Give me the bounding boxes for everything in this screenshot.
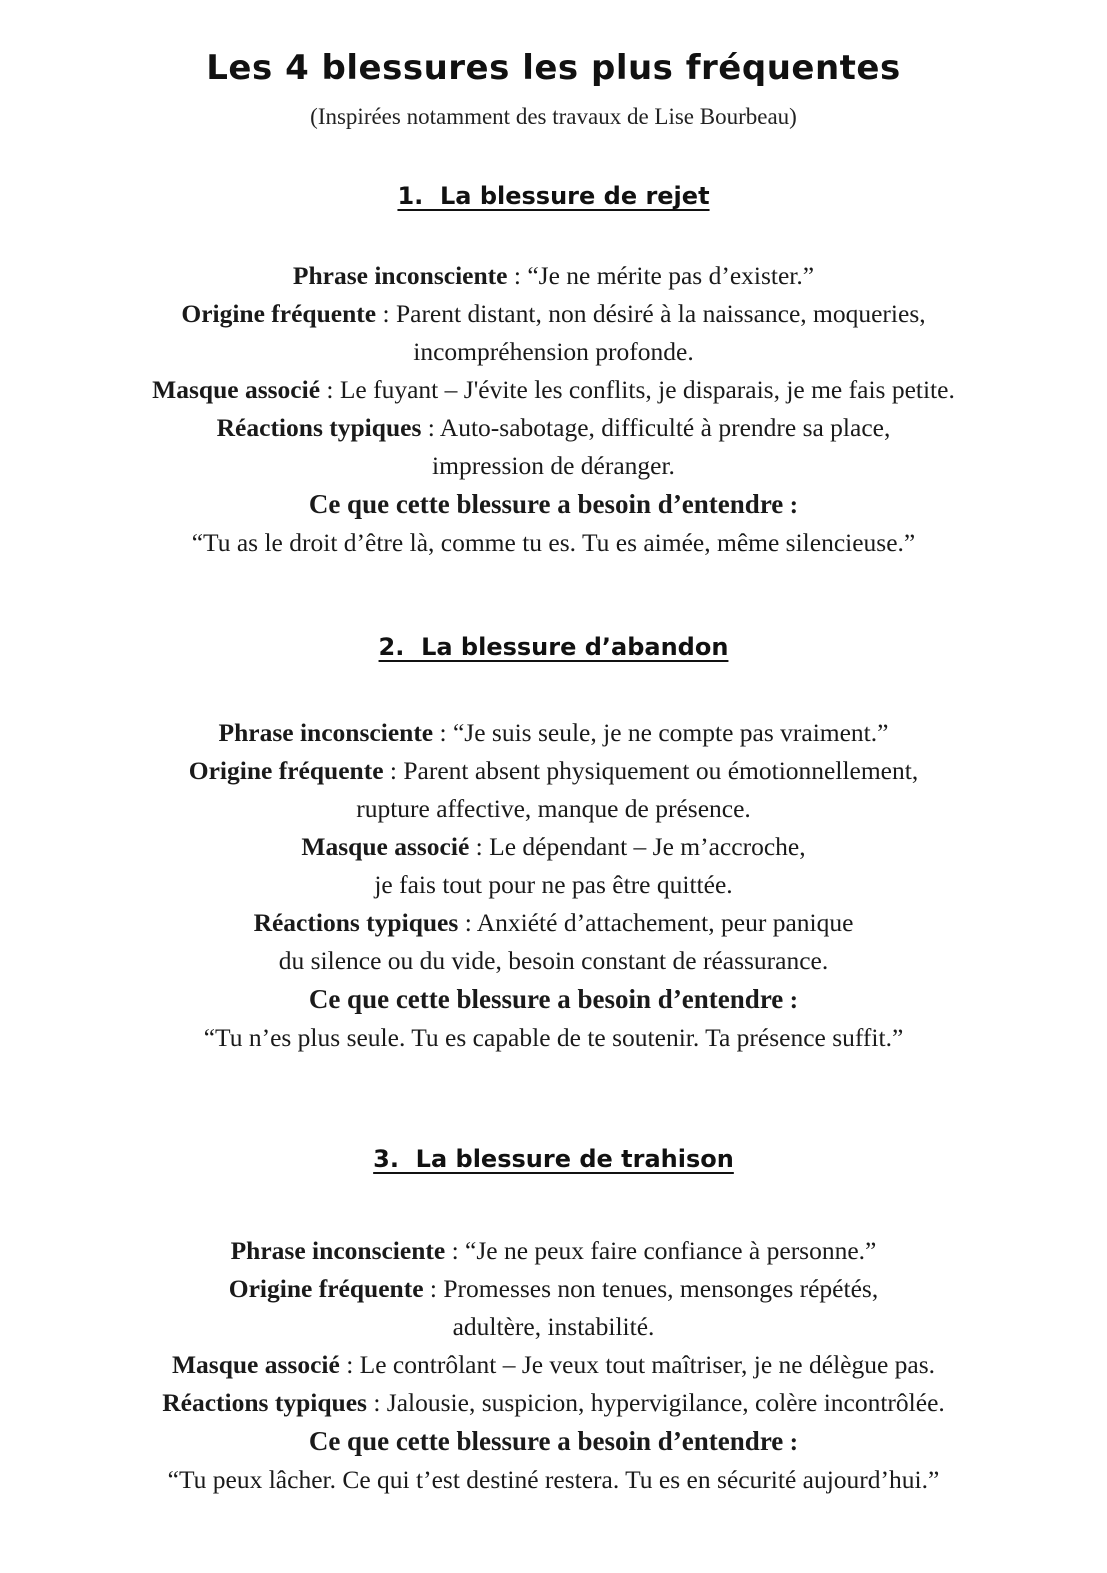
masque-text: : Le contrôlant – Je veux tout maîtriser, je ne délègue pas.: [346, 1350, 936, 1379]
section-body: [0, 714, 1107, 1057]
besoin-line: [0, 980, 1107, 1019]
section-heading: [0, 178, 1107, 214]
reactions-text: : Auto-sabotage, difficulté à prendre sa place,: [427, 413, 891, 442]
phrase-text: : “Je ne mérite pas d’exister.”: [513, 261, 815, 290]
origine-line: [0, 752, 1107, 790]
origine-line: [0, 1270, 1107, 1308]
reactions-line: [0, 1384, 1107, 1422]
besoin-text: “Tu n’es plus seule. Tu es capable de te soutenir. Ta présence suffit.”: [203, 1023, 904, 1052]
reactions-line: [0, 904, 1107, 942]
masque-line-continued: je fais tout pour ne pas être quittée.: [374, 870, 733, 899]
origine-text: : Parent distant, non désiré à la naissance, moqueries,: [382, 299, 926, 328]
besoin-line: [0, 485, 1107, 524]
besoin-colon: :: [783, 490, 799, 519]
phrase-text: : “Je ne peux faire confiance à personne.”: [451, 1236, 877, 1265]
besoin-line: [0, 1422, 1107, 1461]
reactions-label: Réactions typiques: [162, 1388, 367, 1417]
section-trahison: [0, 1141, 1107, 1499]
section-heading: [0, 1141, 1107, 1177]
section-rejet: [0, 178, 1107, 562]
besoin-colon: :: [783, 985, 799, 1014]
masque-label: Masque associé: [152, 375, 321, 404]
origine-text: : Promesses non tenues, mensonges répétés,: [429, 1274, 879, 1303]
section-heading-text: 1. La blessure de rejet: [397, 182, 710, 210]
origine-text: : Parent absent physiquement ou émotionnellement,: [389, 756, 919, 785]
phrase-label: Phrase inconsciente: [218, 718, 434, 747]
origine-line: [0, 295, 1107, 333]
phrase-text: : “Je suis seule, je ne compte pas vraiment.”: [439, 718, 889, 747]
section-body: [0, 1232, 1107, 1499]
masque-text: : Le fuyant – J'évite les conflits, je disparais, je me fais petite.: [326, 375, 955, 404]
section-abandon: [0, 629, 1107, 1057]
phrase-label: Phrase inconsciente: [230, 1236, 446, 1265]
besoin-colon: :: [783, 1427, 799, 1456]
masque-text: : Le dépendant – Je m’accroche,: [475, 832, 806, 861]
origine-line-continued: incompréhension profonde.: [413, 337, 694, 366]
phrase-line: [0, 257, 1107, 295]
reactions-line: [0, 409, 1107, 447]
reactions-line-continued: du silence ou du vide, besoin constant de réassurance.: [278, 946, 829, 975]
masque-line: [0, 1346, 1107, 1384]
page-subtitle: (Inspirées notamment des travaux de Lise Bourbeau): [310, 104, 797, 129]
section-heading: [0, 629, 1107, 665]
masque-line: [0, 828, 1107, 866]
section-heading-text: 2. La blessure d’abandon: [378, 633, 729, 661]
section-heading-text: 3. La blessure de trahison: [373, 1145, 734, 1173]
origine-label: Origine fréquente: [181, 299, 377, 328]
reactions-label: Réactions typiques: [216, 413, 422, 442]
reactions-label: Réactions typiques: [253, 908, 459, 937]
phrase-label: Phrase inconsciente: [292, 261, 508, 290]
origine-label: Origine fréquente: [228, 1274, 424, 1303]
besoin-label: Ce que cette blessure a besoin d’entendre: [308, 984, 784, 1014]
page-title: Les 4 blessures les plus fréquentes: [206, 48, 901, 88]
masque-label: Masque associé: [301, 832, 470, 861]
origine-label: Origine fréquente: [188, 756, 384, 785]
reactions-text: : Jalousie, suspicion, hypervigilance, colère incontrôlée.: [373, 1388, 945, 1417]
masque-label: Masque associé: [171, 1350, 340, 1379]
besoin-label: Ce que cette blessure a besoin d’entendre: [308, 1426, 784, 1456]
besoin-label: Ce que cette blessure a besoin d’entendre: [308, 489, 784, 519]
origine-line-continued: rupture affective, manque de présence.: [356, 794, 751, 823]
reactions-text: : Anxiété d’attachement, peur panique: [464, 908, 854, 937]
reactions-line-continued: impression de déranger.: [432, 451, 675, 480]
besoin-text: “Tu as le droit d’être là, comme tu es. Tu es aimée, même silencieuse.”: [191, 528, 916, 557]
phrase-line: [0, 1232, 1107, 1270]
origine-line-continued: adultère, instabilité.: [452, 1312, 655, 1341]
phrase-line: [0, 714, 1107, 752]
masque-line: [0, 371, 1107, 409]
besoin-text: “Tu peux lâcher. Ce qui t’est destiné restera. Tu es en sécurité aujourd’hui.”: [167, 1465, 940, 1494]
section-body: [0, 257, 1107, 562]
